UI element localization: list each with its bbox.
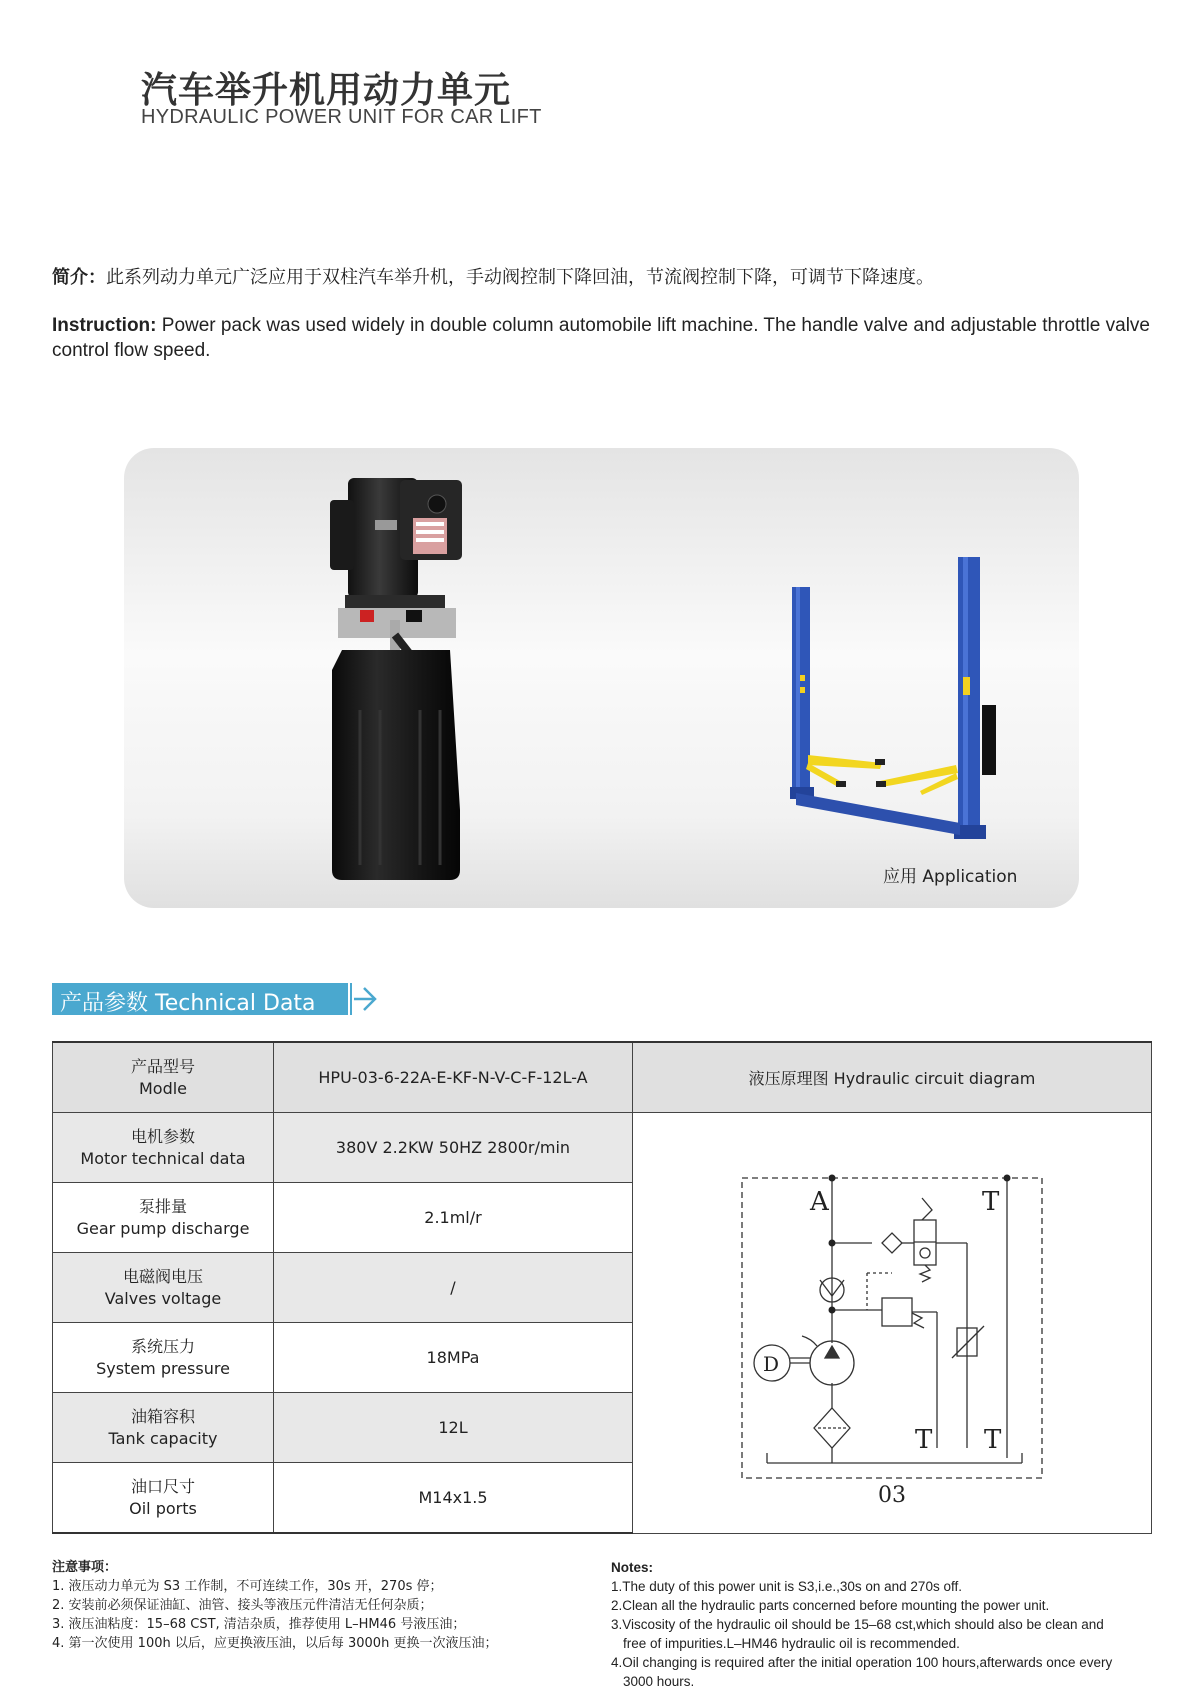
- table-header-row: [53, 1042, 1152, 1113]
- car-lift-image: [770, 555, 1010, 855]
- application-label: 应用 Application: [883, 867, 1018, 887]
- table-cell-value: 12L: [274, 1393, 633, 1463]
- label-cn: 产品型号: [130, 1056, 195, 1076]
- table-cell-label: [53, 1463, 274, 1534]
- diagram-title: 液压原理图 Hydraulic circuit diagram: [633, 1042, 1152, 1113]
- label-en: System pressure: [96, 1358, 230, 1378]
- label-cn: 油口尺寸: [130, 1476, 195, 1496]
- notes-en-item: 1.The duty of this power unit is S3,i.e.,30s on and 270s off.: [611, 1579, 962, 1594]
- technical-data-table: [52, 1041, 1152, 1534]
- table-cell-label: [53, 1042, 274, 1113]
- label-en: Motor technical data: [80, 1148, 246, 1168]
- hydraulic-circuit-svg: [722, 1158, 1062, 1508]
- port-t-right-label: T: [984, 1424, 1002, 1455]
- notes-en-item: 3.Viscosity of the hydraulic oil should be 15–68 cst,which should also be clean and: [611, 1617, 1104, 1632]
- notes-cn-item: 1. 液压动力单元为 S3 工作制，不可连续工作，30s 开，270s 停；: [52, 1579, 443, 1594]
- intro-en-label: Instruction:: [52, 315, 157, 336]
- intro-cn-label: 简介：: [52, 267, 106, 288]
- notes-cn-item: 2. 安装前必须保证油缸、油管、接头等液压元件清洁无任何杂质；: [52, 1598, 433, 1613]
- label-en: Gear pump discharge: [76, 1218, 250, 1238]
- notes-en-item: 4.Oil changing is required after the initial operation 100 hours,afterwards once every: [611, 1655, 1113, 1670]
- notes-en: [611, 1558, 1171, 1691]
- label-en: Valves voltage: [104, 1288, 222, 1308]
- table-cell-label: [53, 1113, 274, 1183]
- intro-en: [52, 313, 1150, 363]
- notes-cn: [52, 1558, 612, 1653]
- model-value: HPU-03-6-22A-E-KF-N-V-C-F-12L-A: [274, 1042, 633, 1113]
- table-cell-value: 18MPa: [274, 1323, 633, 1393]
- arrow-right-icon: [348, 983, 378, 1015]
- intro-en-text: Power pack was used widely in double column automobile lift machine. The handle valve and adjustable throttle valve control flow speed.: [52, 315, 1151, 361]
- notes-en-item: free of impurities.L–HM46 hydraulic oil is recommended.: [623, 1636, 960, 1651]
- table-cell-label: [53, 1323, 274, 1393]
- section-title: 产品参数 Technical Data: [60, 991, 316, 1016]
- table-cell-value: /: [274, 1253, 633, 1323]
- motor-d-label: D: [763, 1351, 780, 1376]
- table-cell-label: [53, 1183, 274, 1253]
- label-cn: 油箱容积: [130, 1406, 195, 1426]
- table-cell-label: [53, 1253, 274, 1323]
- table-cell-label: [53, 1393, 274, 1463]
- port-t-left-label: T: [915, 1424, 933, 1455]
- label-cn: 泵排量: [138, 1196, 187, 1216]
- circuit-code-label: 03: [878, 1482, 906, 1508]
- notes-cn-item: 4. 第一次使用 100h 以后，应更换液压油，以后每 3000h 更换一次液压油；: [52, 1636, 498, 1651]
- table-cell-value: 380V 2.2KW 50HZ 2800r/min: [274, 1113, 633, 1183]
- intro-cn-text: 此系列动力单元广泛应用于双柱汽车举升机，手动阀控制下降回油，节流阀控制下降，可调节下降速度。: [106, 267, 934, 288]
- hydraulic-circuit-diagram: [633, 1113, 1152, 1534]
- table-row: [53, 1113, 1152, 1183]
- page-title-cn: 汽车举升机用动力单元: [141, 70, 512, 111]
- notes-en-heading: Notes:: [611, 1560, 654, 1575]
- port-t-top-label: T: [982, 1186, 1000, 1217]
- power-unit-image: [320, 470, 470, 890]
- page-title-en: HYDRAULIC POWER UNIT FOR CAR LIFT: [141, 106, 542, 128]
- label-cn: 电机参数: [130, 1126, 195, 1146]
- notes-en-item: 3000 hours.: [623, 1674, 695, 1689]
- label-en: Oil ports: [129, 1498, 197, 1518]
- port-a-label: A: [810, 1186, 829, 1217]
- label-en: Modle: [138, 1078, 188, 1098]
- notes-cn-item: 3. 液压油粘度：15–68 CST, 清洁杂质，推荐使用 L–HM46 号液压油；: [52, 1617, 466, 1632]
- label-cn: 系统压力: [130, 1336, 195, 1356]
- section-header: [52, 983, 348, 1015]
- label-en: Tank capacity: [108, 1428, 218, 1448]
- label-cn: 电磁阀电压: [122, 1266, 203, 1286]
- notes-en-item: 2.Clean all the hydraulic parts concerned before mounting the power unit.: [611, 1598, 1050, 1613]
- intro-cn: [52, 263, 934, 289]
- table-cell-value: M14x1.5: [274, 1463, 633, 1534]
- notes-cn-heading: 注意事项：: [52, 1560, 118, 1575]
- table-cell-value: 2.1ml/r: [274, 1183, 633, 1253]
